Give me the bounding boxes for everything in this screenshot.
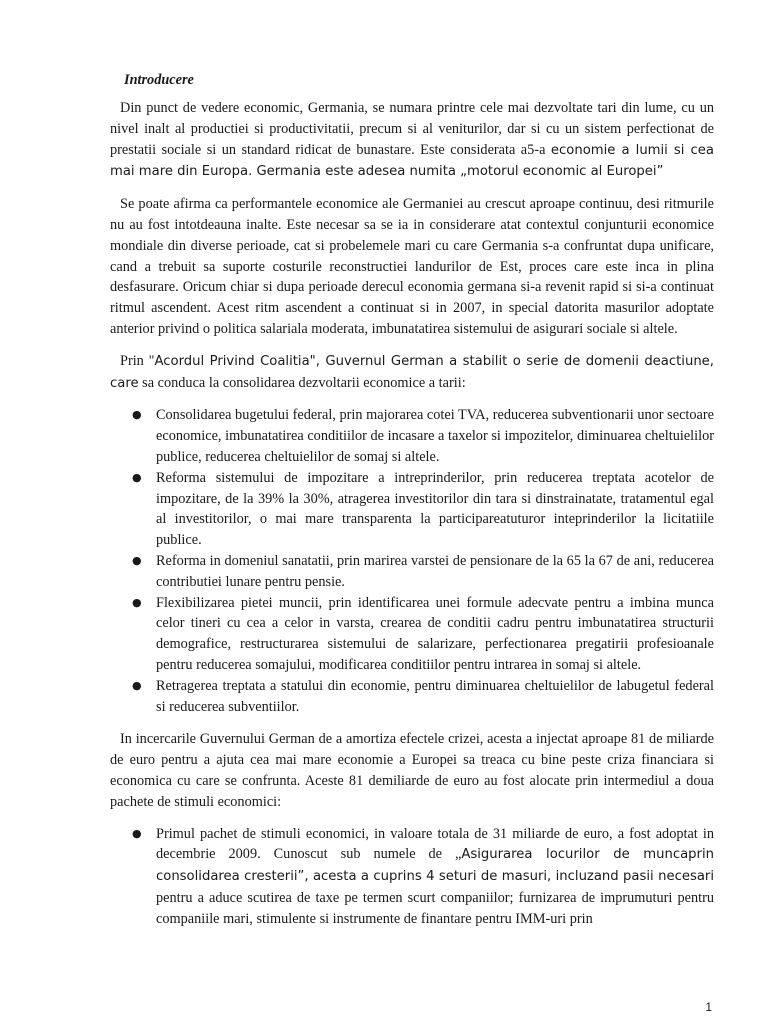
list-item	[110, 405, 714, 467]
paragraph-coalition-start: Prin "	[120, 352, 155, 369]
paragraph-crisis: In incercarile Guvernului German de a amortiza efectele crizei, acesta a injectat aproape 81 de miliarde de euro pentru a ajuta cea mai mare economie a Europei sa treaca cu bine peste criza financiara si economica cu care se confrunta. Aceste 81 demiliarde de euro au fost alocate prin intermediul a doua pachete de stimuli economici:	[110, 731, 714, 810]
list-item	[110, 468, 714, 551]
bullet-icon: ●	[132, 678, 142, 692]
bullet-icon: ●	[132, 408, 142, 422]
list-item-text-start: Primul pachet de stimuli economici, in valoare totala de 31 miliarde de euro, a fost adoptat in decembrie 2009. Cunoscut sub numele de „	[156, 825, 714, 863]
bullet-icon: ●	[132, 595, 142, 609]
list-item	[110, 551, 714, 593]
page-number: 1	[705, 1000, 712, 1014]
paragraph-performance: Se poate afirma ca performantele economice ale Germaniei au crescut aproape continuu, desi ritmurile nu au fost intotdeauna inalte. Este necesar sa se ia in considerare atat contextul conjunturii economice mondiale din diverse perioade, cat si probelemele mari cu care Germania s-a confruntat dupa unificare, cand a trebuit sa suporte costurile reconstructiei landurilor de Est, proces care este inca in plina desfasurare. Oricum chiar si dupa perioade derecul economia germana si-a revenit rapid si si-a continuat ritmul ascendent. Acest ritm ascendent a continuat si in 2007, in special datorita masurilor adoptate anterior privind o politica salariala moderata, imbunatatirea sistemului de asigurari sociale si altele.	[110, 196, 714, 337]
paragraph-intro-alt-text: economie a lumii si cea mai mare din Europa. Germania este adesea numita „motorul economic al Europei”	[110, 142, 715, 180]
list-item	[110, 593, 714, 676]
paragraph-intro	[110, 98, 714, 183]
list-item	[110, 824, 714, 930]
paragraph-coalition-end: sa conduca la consolidarea dezvoltarii economice a tarii:	[142, 374, 466, 391]
bullet-icon: ●	[132, 470, 142, 484]
bullet-icon: ●	[132, 826, 142, 840]
list-item-text: Reforma in domeniul sanatatii, prin marirea varstei de pensionare de la 65 la 67 de ani, reducerea contributiei lunare pentru pensie.	[156, 552, 714, 590]
paragraph-coalition-alt: Acordul Privind Coalitia", Guvernul German a stabilit o serie de domenii deactiune, care	[110, 353, 714, 391]
list-item-text: Reforma sistemului de impozitare a intreprinderilor, prin reducerea treptata acotelor de impozitare, de la 39% la 30%, atragerea investitorilor din tara si dinstrainatate, tratamentul egal al investitorilor, o mai mare transparenta la participareatuturor inteprinderilor la licitatiile publice.	[156, 469, 714, 549]
list-item-text: Flexibilizarea pietei muncii, prin identificarea unei formule adecvate pentru a imbina munca celor tineri cu cea a celor in varsta, crearea de conditii cadru pentru imbunatatirea structurii demografice, restructurarea sistemului de salarizare, perfectionarea pregatirii profesioanale pentru reducerea somajului, modificarea conditiilor pentru intrarea in somaj si altele.	[156, 594, 714, 673]
list-item-text-alt: Asigurarea locurilor de muncaprin consolidarea cresterii”, acesta a cuprins 4 seturi de masuri, incluzand pasii necesari	[156, 847, 714, 885]
list-item-text: Retragerea treptata a statului din economie, pentru diminuarea cheltuielilor de labugetul federal si reducerea subventiilor.	[156, 677, 714, 715]
bullet-icon: ●	[132, 553, 142, 567]
list-item-text-end: pentru a aduce scutirea de taxe pe termen scurt companiilor; furnizarea de imprumuturi pentru companiile mari, stimulente si instrumente de finantare pentru IMM-uri prin	[156, 889, 714, 927]
paragraph-coalition	[110, 351, 714, 395]
list-item	[110, 676, 714, 718]
paragraph-intro-text: Din punct de vedere economic, Germania, se numara printre cele mai dezvoltate tari din lume, cu un nivel inalt al productiei si productivitatii, precum si al veniturilor, dar si cu un sistem perfectionat de prestatii sociale si un standard ridicat de bunastare. Este considerata a5-a	[110, 100, 714, 158]
list-item-text: Consolidarea bugetului federal, prin majorarea cotei TVA, reducerea subventionarii unor sectoare economice, imbunatatirea conditiilor de incasare a taxelor si impozitelor, diminuarea cheltuielilor publice, reducerea cheltuielilor de somaj si altele.	[156, 407, 714, 465]
measures-list	[110, 405, 714, 717]
stimulus-list	[110, 824, 714, 930]
document-page	[110, 70, 714, 941]
section-title: Introducere	[124, 72, 194, 88]
